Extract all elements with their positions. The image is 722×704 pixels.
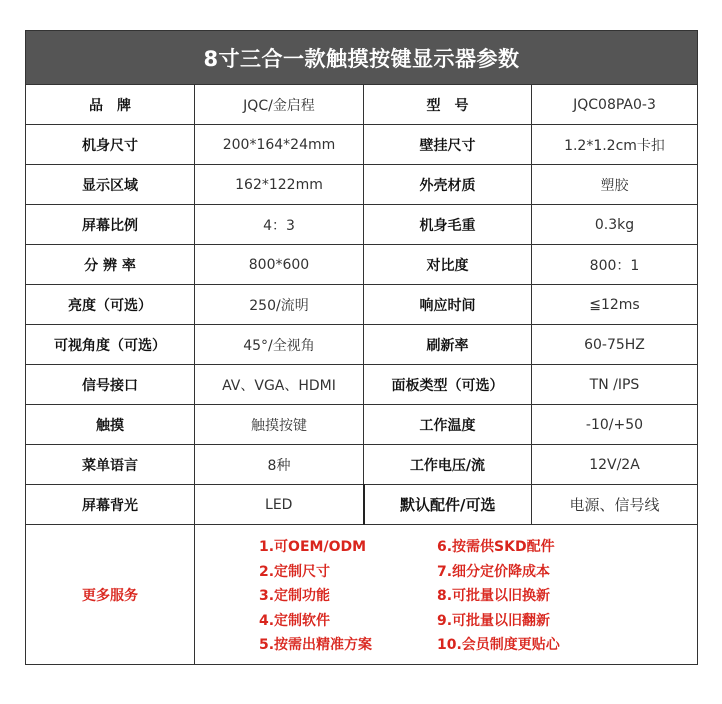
spec-value: 塑胶 [532, 165, 698, 205]
spec-row-signal-interface [26, 365, 698, 405]
spec-value: LED [195, 485, 364, 525]
services-label: 更多服务 [26, 525, 195, 665]
spec-label: 显示区域 [26, 165, 195, 205]
service-item: 6.按需供SKD配件 [437, 539, 555, 555]
spec-label: 刷新率 [364, 325, 532, 365]
spec-row-body-size [26, 125, 698, 165]
title-row [26, 31, 698, 85]
spec-label: 机身毛重 [364, 205, 532, 245]
spec-value: -10/+50 [532, 405, 698, 445]
spec-label: 外壳材质 [364, 165, 532, 205]
spec-label: 屏幕比例 [26, 205, 195, 245]
spec-value: 0.3kg [532, 205, 698, 245]
services-column-right [437, 535, 560, 658]
service-item: 8.可批量以旧换新 [437, 588, 551, 604]
spec-value: JQC08PA0-3 [532, 85, 698, 125]
spec-label: 壁挂尺寸 [364, 125, 532, 165]
spec-label: 工作电压/流 [364, 445, 532, 485]
spec-label: 屏幕背光 [26, 485, 195, 525]
spec-value: 800：1 [532, 245, 698, 285]
spec-value: 4：3 [195, 205, 364, 245]
spec-label: 默认配件/可选 [364, 485, 532, 525]
service-item: 3.定制功能 [259, 588, 331, 604]
spec-table [25, 30, 698, 665]
spec-value: 45°/全视角 [195, 325, 364, 365]
spec-label: 响应时间 [364, 285, 532, 325]
service-item: 9.可批量以旧翻新 [437, 612, 551, 629]
spec-label: 分 辨 率 [26, 245, 195, 285]
service-item: 7.细分定价降成本 [437, 563, 551, 580]
spec-value: 162*122mm [195, 165, 364, 205]
spec-label: 机身尺寸 [26, 125, 195, 165]
spec-row-aspect-ratio [26, 205, 698, 245]
spec-row-viewing-angle [26, 325, 698, 365]
spec-row-resolution [26, 245, 698, 285]
service-item: 2.定制尺寸 [259, 563, 331, 580]
service-item: 10.会员制度更贴心 [437, 637, 560, 653]
spec-value: 1.2*1.2cm卡扣 [532, 125, 698, 165]
services-row [26, 525, 698, 665]
spec-row-touch [26, 405, 698, 445]
spec-label: 触摸 [26, 405, 195, 445]
spec-label: 面板类型（可选） [364, 365, 532, 405]
service-item: 5.按需出精准方案 [259, 637, 373, 653]
spec-value: 电源、信号线 [532, 485, 698, 525]
spec-value: 12V/2A [532, 445, 698, 485]
spec-row-menu-language [26, 445, 698, 485]
spec-label: 亮度（可选） [26, 285, 195, 325]
spec-row-brightness [26, 285, 698, 325]
spec-label: 信号接口 [26, 365, 195, 405]
spec-label: 型 号 [364, 85, 532, 125]
spec-row-brand [26, 85, 698, 125]
spec-label: 可视角度（可选） [26, 325, 195, 365]
spec-value: 60-75HZ [532, 325, 698, 365]
spec-value: 250/流明 [195, 285, 364, 325]
spec-value: AV、VGA、HDMI [195, 365, 364, 405]
service-item: 1.可OEM/ODM [259, 539, 367, 555]
spec-label: 菜单语言 [26, 445, 195, 485]
spec-value: 8种 [195, 445, 364, 485]
spec-label: 工作温度 [364, 405, 532, 445]
service-item: 4.定制软件 [259, 612, 331, 629]
services-list [195, 525, 698, 665]
spec-label: 品 牌 [26, 85, 195, 125]
spec-value: ≦12ms [532, 285, 698, 325]
services-column-left [259, 535, 372, 658]
spec-value: TN /IPS [532, 365, 698, 405]
spec-value: 800*600 [195, 245, 364, 285]
spec-value: 200*164*24mm [195, 125, 364, 165]
spec-value: JQC/金启程 [195, 85, 364, 125]
spec-row-backlight [26, 485, 698, 525]
spec-value: 触摸按键 [195, 405, 364, 445]
page-title: 8寸三合一款触摸按键显示器参数 [26, 31, 698, 85]
spec-label: 对比度 [364, 245, 532, 285]
spec-row-display-area [26, 165, 698, 205]
